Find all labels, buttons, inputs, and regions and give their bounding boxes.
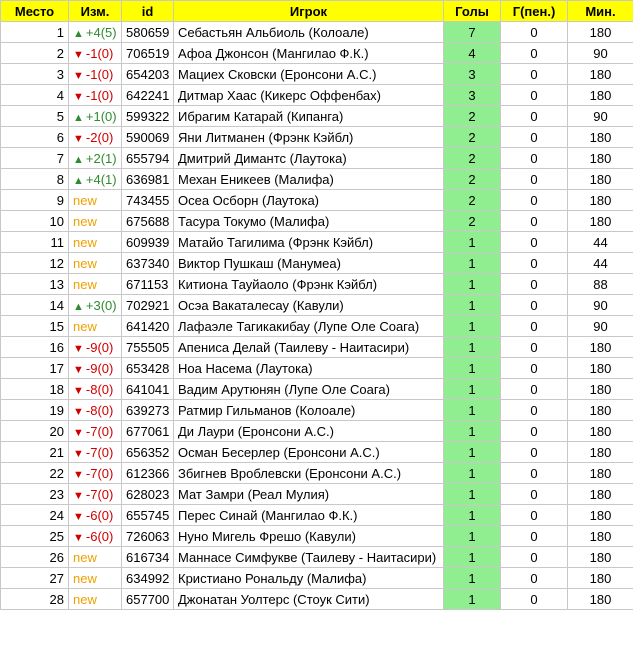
header-pen[interactable]: Г(пен.) (501, 1, 568, 22)
place-cell: 4 (1, 85, 69, 106)
id-cell: 628023 (122, 484, 174, 505)
change-cell (69, 547, 122, 568)
minutes-cell: 180 (568, 589, 633, 610)
player-cell: Джонатан Уолтерс (Стоук Сити) (174, 589, 444, 610)
arrow-down-icon: ▼ (73, 426, 84, 439)
table-row (1, 253, 633, 274)
place-cell: 27 (1, 568, 69, 589)
id-cell: 637340 (122, 253, 174, 274)
minutes-cell: 180 (568, 568, 633, 589)
place-cell: 26 (1, 547, 69, 568)
penalty-goals-cell: 0 (501, 211, 568, 232)
change-cell (69, 274, 122, 295)
place-cell: 25 (1, 526, 69, 547)
goals-cell: 2 (444, 148, 501, 169)
table-row (1, 106, 633, 127)
table-row (1, 379, 633, 400)
player-cell: Себастьян Альбиоль (Колоале) (174, 22, 444, 43)
place-cell: 2 (1, 43, 69, 64)
table-row (1, 169, 633, 190)
change-value: -7(0) (85, 423, 114, 439)
minutes-cell: 180 (568, 358, 633, 379)
player-cell: Осеа Осборн (Лаутока) (174, 190, 444, 211)
place-cell: 10 (1, 211, 69, 232)
table-row (1, 568, 633, 589)
change-cell (69, 337, 122, 358)
change-cell (69, 484, 122, 505)
id-cell: 743455 (122, 190, 174, 211)
table-row (1, 85, 633, 106)
player-cell: Механ Еникеев (Малифа) (174, 169, 444, 190)
minutes-cell: 180 (568, 463, 633, 484)
arrow-down-icon: ▼ (73, 531, 84, 544)
goals-cell: 1 (444, 253, 501, 274)
goals-cell: 7 (444, 22, 501, 43)
goals-cell: 1 (444, 568, 501, 589)
arrow-down-icon: ▼ (73, 447, 84, 460)
minutes-cell: 90 (568, 106, 633, 127)
penalty-goals-cell: 0 (501, 106, 568, 127)
table-row (1, 316, 633, 337)
player-cell: Виктор Пушкаш (Манумеа) (174, 253, 444, 274)
penalty-goals-cell: 0 (501, 64, 568, 85)
new-badge: new (73, 318, 97, 334)
player-cell: Вадим Арутюнян (Лупе Оле Соага) (174, 379, 444, 400)
new-badge: new (73, 276, 97, 292)
header-row (1, 1, 633, 22)
id-cell: 612366 (122, 463, 174, 484)
table-row (1, 64, 633, 85)
player-cell: Нуно Мигель Фрешо (Кавули) (174, 526, 444, 547)
goals-cell: 1 (444, 442, 501, 463)
change-value: +4(5) (85, 24, 117, 40)
change-cell (69, 211, 122, 232)
table-row (1, 358, 633, 379)
table-row (1, 484, 633, 505)
change-value: -6(0) (85, 528, 114, 544)
minutes-cell: 90 (568, 295, 633, 316)
player-cell: Ди Лаури (Еронсони А.С.) (174, 421, 444, 442)
table-row (1, 505, 633, 526)
id-cell: 655794 (122, 148, 174, 169)
penalty-goals-cell: 0 (501, 85, 568, 106)
goals-cell: 2 (444, 190, 501, 211)
minutes-cell: 180 (568, 85, 633, 106)
place-cell: 12 (1, 253, 69, 274)
minutes-cell: 180 (568, 211, 633, 232)
penalty-goals-cell: 0 (501, 274, 568, 295)
id-cell: 580659 (122, 22, 174, 43)
penalty-goals-cell: 0 (501, 442, 568, 463)
arrow-up-icon: ▲ (73, 153, 84, 166)
minutes-cell: 44 (568, 253, 633, 274)
id-cell: 641420 (122, 316, 174, 337)
minutes-cell: 44 (568, 232, 633, 253)
header-change[interactable]: Изм. (69, 1, 122, 22)
table-row (1, 421, 633, 442)
goals-cell: 1 (444, 463, 501, 484)
table-row (1, 43, 633, 64)
player-cell: Яни Литманен (Фрэнк Кэйбл) (174, 127, 444, 148)
change-cell (69, 85, 122, 106)
place-cell: 23 (1, 484, 69, 505)
minutes-cell: 180 (568, 22, 633, 43)
change-value: +2(1) (85, 150, 117, 166)
change-value: +1(0) (85, 108, 117, 124)
arrow-up-icon: ▲ (73, 300, 84, 313)
change-cell (69, 169, 122, 190)
change-value: +3(0) (85, 297, 117, 313)
place-cell: 7 (1, 148, 69, 169)
arrow-down-icon: ▼ (73, 132, 84, 145)
penalty-goals-cell: 0 (501, 400, 568, 421)
new-badge: new (73, 192, 97, 208)
player-cell: Дмитрий Димантс (Лаутока) (174, 148, 444, 169)
penalty-goals-cell: 0 (501, 253, 568, 274)
arrow-down-icon: ▼ (73, 489, 84, 502)
minutes-cell: 180 (568, 400, 633, 421)
arrow-down-icon: ▼ (73, 342, 84, 355)
place-cell: 9 (1, 190, 69, 211)
arrow-up-icon: ▲ (73, 27, 84, 40)
penalty-goals-cell: 0 (501, 43, 568, 64)
arrow-down-icon: ▼ (73, 405, 84, 418)
id-cell: 590069 (122, 127, 174, 148)
minutes-cell: 180 (568, 442, 633, 463)
penalty-goals-cell: 0 (501, 232, 568, 253)
id-cell: 654203 (122, 64, 174, 85)
player-cell: Ноа Насема (Лаутока) (174, 358, 444, 379)
id-cell: 726063 (122, 526, 174, 547)
arrow-down-icon: ▼ (73, 69, 84, 82)
table-row (1, 190, 633, 211)
change-cell (69, 22, 122, 43)
player-cell: Осман Бесерлер (Еронсони А.С.) (174, 442, 444, 463)
minutes-cell: 180 (568, 421, 633, 442)
table-row (1, 547, 633, 568)
goals-cell: 1 (444, 274, 501, 295)
change-value: -9(0) (85, 339, 114, 355)
place-cell: 5 (1, 106, 69, 127)
penalty-goals-cell: 0 (501, 190, 568, 211)
change-cell (69, 379, 122, 400)
goals-cell: 1 (444, 295, 501, 316)
arrow-down-icon: ▼ (73, 384, 84, 397)
arrow-down-icon: ▼ (73, 468, 84, 481)
id-cell: 671153 (122, 274, 174, 295)
place-cell: 15 (1, 316, 69, 337)
table-row (1, 22, 633, 43)
id-cell: 677061 (122, 421, 174, 442)
place-cell: 16 (1, 337, 69, 358)
id-cell: 599322 (122, 106, 174, 127)
place-cell: 21 (1, 442, 69, 463)
table-row (1, 337, 633, 358)
table-body (1, 22, 633, 610)
goals-cell: 1 (444, 379, 501, 400)
new-badge: new (73, 570, 97, 586)
id-cell: 656352 (122, 442, 174, 463)
table-row (1, 232, 633, 253)
table-row (1, 127, 633, 148)
player-cell: Збигнев Вроблевски (Еронсони А.С.) (174, 463, 444, 484)
change-cell (69, 358, 122, 379)
player-cell: Тасура Токумо (Малифа) (174, 211, 444, 232)
place-cell: 20 (1, 421, 69, 442)
minutes-cell: 180 (568, 190, 633, 211)
player-cell: Дитмар Хаас (Кикерс Оффенбах) (174, 85, 444, 106)
change-cell (69, 43, 122, 64)
new-badge: new (73, 213, 97, 229)
penalty-goals-cell: 0 (501, 379, 568, 400)
table-row (1, 295, 633, 316)
place-cell: 3 (1, 64, 69, 85)
change-value: -7(0) (85, 486, 114, 502)
header-mins[interactable]: Мин. (568, 1, 633, 22)
place-cell: 19 (1, 400, 69, 421)
penalty-goals-cell: 0 (501, 337, 568, 358)
change-value: -1(0) (85, 87, 114, 103)
minutes-cell: 180 (568, 169, 633, 190)
id-cell: 636981 (122, 169, 174, 190)
id-cell: 642241 (122, 85, 174, 106)
arrow-down-icon: ▼ (73, 48, 84, 61)
penalty-goals-cell: 0 (501, 148, 568, 169)
goals-cell: 1 (444, 232, 501, 253)
arrow-up-icon: ▲ (73, 111, 84, 124)
new-badge: new (73, 591, 97, 607)
change-cell (69, 400, 122, 421)
change-cell (69, 64, 122, 85)
arrow-down-icon: ▼ (73, 90, 84, 103)
place-cell: 28 (1, 589, 69, 610)
place-cell: 14 (1, 295, 69, 316)
id-cell: 616734 (122, 547, 174, 568)
place-cell: 22 (1, 463, 69, 484)
place-cell: 13 (1, 274, 69, 295)
change-cell (69, 316, 122, 337)
goals-cell: 1 (444, 337, 501, 358)
place-cell: 11 (1, 232, 69, 253)
penalty-goals-cell: 0 (501, 526, 568, 547)
change-cell (69, 190, 122, 211)
change-value: -9(0) (85, 360, 114, 376)
goals-cell: 1 (444, 400, 501, 421)
penalty-goals-cell: 0 (501, 295, 568, 316)
goals-cell: 1 (444, 526, 501, 547)
place-cell: 1 (1, 22, 69, 43)
arrow-up-icon: ▲ (73, 174, 84, 187)
change-cell (69, 232, 122, 253)
change-value: -8(0) (85, 381, 114, 397)
change-value: -1(0) (85, 66, 114, 82)
goals-cell: 1 (444, 421, 501, 442)
table-row (1, 589, 633, 610)
change-cell (69, 295, 122, 316)
goals-cell: 1 (444, 547, 501, 568)
table-row (1, 274, 633, 295)
goals-cell: 2 (444, 169, 501, 190)
player-cell: Лафаэле Тагикакибау (Лупе Оле Соага) (174, 316, 444, 337)
change-cell (69, 589, 122, 610)
change-cell (69, 568, 122, 589)
minutes-cell: 180 (568, 547, 633, 568)
goals-cell: 1 (444, 316, 501, 337)
minutes-cell: 180 (568, 505, 633, 526)
minutes-cell: 90 (568, 316, 633, 337)
player-cell: Ратмир Гильманов (Колоале) (174, 400, 444, 421)
place-cell: 17 (1, 358, 69, 379)
new-badge: new (73, 255, 97, 271)
arrow-down-icon: ▼ (73, 363, 84, 376)
change-value: -7(0) (85, 465, 114, 481)
place-cell: 6 (1, 127, 69, 148)
player-cell: Кристиано Рональду (Малифа) (174, 568, 444, 589)
change-value: +4(1) (85, 171, 117, 187)
change-cell (69, 421, 122, 442)
id-cell: 655745 (122, 505, 174, 526)
goals-cell: 2 (444, 127, 501, 148)
minutes-cell: 180 (568, 337, 633, 358)
change-cell (69, 148, 122, 169)
goals-cell: 1 (444, 505, 501, 526)
place-cell: 24 (1, 505, 69, 526)
penalty-goals-cell: 0 (501, 421, 568, 442)
id-cell: 653428 (122, 358, 174, 379)
penalty-goals-cell: 0 (501, 484, 568, 505)
goals-cell: 3 (444, 85, 501, 106)
player-cell: Матайо Тагилима (Фрэнк Кэйбл) (174, 232, 444, 253)
penalty-goals-cell: 0 (501, 463, 568, 484)
goals-cell: 2 (444, 211, 501, 232)
id-cell: 755505 (122, 337, 174, 358)
penalty-goals-cell: 0 (501, 505, 568, 526)
player-cell: Афоа Джонсон (Мангилао Ф.К.) (174, 43, 444, 64)
goals-cell: 1 (444, 484, 501, 505)
change-cell (69, 106, 122, 127)
change-cell (69, 463, 122, 484)
header-place[interactable]: Место (1, 1, 69, 22)
change-value: -8(0) (85, 402, 114, 418)
player-cell: Китиона Тауйаоло (Фрэнк Кэйбл) (174, 274, 444, 295)
minutes-cell: 180 (568, 379, 633, 400)
player-cell: Осэа Вакаталесау (Кавули) (174, 295, 444, 316)
id-cell: 706519 (122, 43, 174, 64)
goals-cell: 1 (444, 358, 501, 379)
minutes-cell: 180 (568, 526, 633, 547)
player-cell: Мациех Сковски (Еронсони А.С.) (174, 64, 444, 85)
minutes-cell: 88 (568, 274, 633, 295)
change-cell (69, 442, 122, 463)
arrow-down-icon: ▼ (73, 510, 84, 523)
table-row (1, 526, 633, 547)
change-cell (69, 253, 122, 274)
id-cell: 609939 (122, 232, 174, 253)
place-cell: 8 (1, 169, 69, 190)
header-id[interactable]: id (122, 1, 174, 22)
id-cell: 657700 (122, 589, 174, 610)
minutes-cell: 90 (568, 43, 633, 64)
goals-cell: 4 (444, 43, 501, 64)
minutes-cell: 180 (568, 148, 633, 169)
header-goals[interactable]: Голы (444, 1, 501, 22)
change-cell (69, 127, 122, 148)
change-value: -1(0) (85, 45, 114, 61)
table-row (1, 400, 633, 421)
table-row (1, 442, 633, 463)
minutes-cell: 180 (568, 127, 633, 148)
change-cell (69, 526, 122, 547)
goals-cell: 1 (444, 589, 501, 610)
penalty-goals-cell: 0 (501, 589, 568, 610)
goals-cell: 2 (444, 106, 501, 127)
id-cell: 641041 (122, 379, 174, 400)
new-badge: new (73, 549, 97, 565)
player-cell: Ибрагим Катарай (Кипанга) (174, 106, 444, 127)
penalty-goals-cell: 0 (501, 316, 568, 337)
minutes-cell: 180 (568, 484, 633, 505)
minutes-cell: 180 (568, 64, 633, 85)
id-cell: 639273 (122, 400, 174, 421)
penalty-goals-cell: 0 (501, 22, 568, 43)
change-cell (69, 505, 122, 526)
table-row (1, 463, 633, 484)
change-value: -7(0) (85, 444, 114, 460)
new-badge: new (73, 234, 97, 250)
table-row (1, 211, 633, 232)
penalty-goals-cell: 0 (501, 358, 568, 379)
change-value: -2(0) (85, 129, 114, 145)
penalty-goals-cell: 0 (501, 127, 568, 148)
table-row (1, 148, 633, 169)
place-cell: 18 (1, 379, 69, 400)
player-cell: Перес Синай (Мангилао Ф.К.) (174, 505, 444, 526)
id-cell: 702921 (122, 295, 174, 316)
change-value: -6(0) (85, 507, 114, 523)
penalty-goals-cell: 0 (501, 169, 568, 190)
header-player[interactable]: Игрок (174, 1, 444, 22)
player-cell: Мат Замри (Реал Мулия) (174, 484, 444, 505)
id-cell: 634992 (122, 568, 174, 589)
player-cell: Маннасе Симфукве (Таилеву - Наитасири) (174, 547, 444, 568)
id-cell: 675688 (122, 211, 174, 232)
penalty-goals-cell: 0 (501, 568, 568, 589)
penalty-goals-cell: 0 (501, 547, 568, 568)
player-cell: Апениса Делай (Таилеву - Наитасири) (174, 337, 444, 358)
goals-cell: 3 (444, 64, 501, 85)
